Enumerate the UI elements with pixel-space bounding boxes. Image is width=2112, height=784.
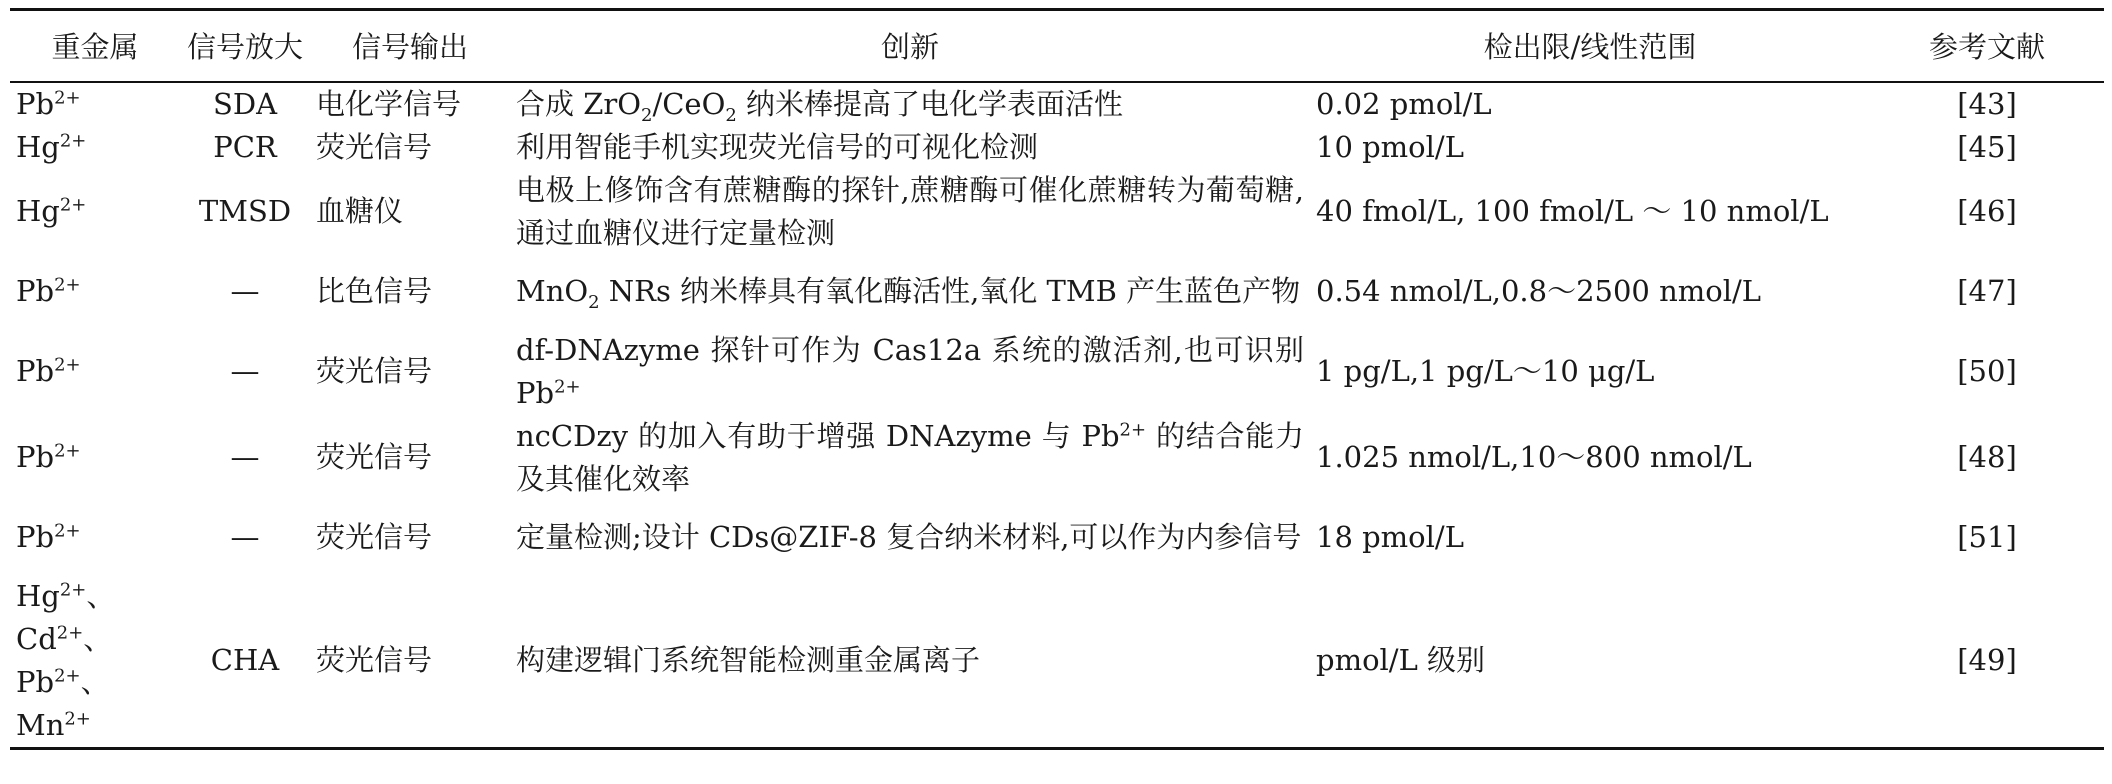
cell-metal [10,169,180,255]
text-run: Pb [16,86,55,121]
text-run: 构建逻辑门系统智能检测重金属离子 [516,643,981,677]
cell-innovation [510,126,1310,169]
text-run: 0.54 nmol/L,0.8～2500 nmol/L [1316,274,1762,308]
cell-amplification: — [230,520,260,554]
text-run: Pb [16,274,55,308]
text-run: 0.02 pmol/L [1316,86,1492,121]
text-run: 定量检测;设计 CDs@ZIF-8 复合纳米材料,可以作为内参信号 [516,520,1302,554]
text-run: 、Cd [16,578,116,656]
cell-reference: [51] [1957,520,2017,554]
cell-reference: [46] [1957,194,2017,228]
text-run: 1.025 nmol/L,10～800 nmol/L [1316,440,1752,474]
superscript: 2+ [1119,418,1147,440]
cell-reference: [45] [1957,129,2017,164]
cell-output: 荧光信号 [316,354,433,388]
text-run: MnO [516,274,589,308]
text-run: 合成 ZrO [516,86,642,121]
text-run: Pb [16,440,55,474]
data-table [10,8,2104,750]
text-run: 10 pmol/L [1316,129,1464,164]
table-row [10,329,2104,415]
superscript: 2+ [59,578,87,600]
text-run: Hg [16,129,60,164]
cell-reference: [43] [1957,86,2017,121]
text-run: 1 pg/L,1 pg/L～10 μg/L [1316,354,1655,388]
text-run: NRs 纳米棒具有氧化酶活性,氧化 TMB 产生蓝色产物 [599,274,1301,308]
header-amplification: 信号放大 [180,10,310,82]
table-row [10,169,2104,255]
cell-output: 比色信号 [316,274,433,308]
cell-limit [1310,126,1870,169]
header-output: 信号输出 [310,10,510,82]
text-run: pmol/L 级别 [1316,643,1486,677]
text-run: Hg [16,578,60,613]
text-run: 18 pmol/L [1316,520,1464,554]
text-run: Hg [16,194,60,228]
cell-limit [1310,255,1870,329]
header-limit: 检出限/线性范围 [1310,10,1870,82]
cell-amplification: — [230,274,260,308]
cell-amplification: PCR [213,129,277,164]
text-run: 、Pb [16,621,113,699]
cell-innovation [510,501,1310,575]
text-run: df-DNAzyme 探针可作为 Cas12a 系统的激活剂,也可识别 Pb [516,332,1304,410]
table-row [10,82,2104,126]
cell-output: 荧光信号 [316,520,433,554]
cell-limit [1310,415,1870,501]
text-run: 利用智能手机实现荧光信号的可视化检测 [516,129,1039,164]
superscript: 2+ [59,194,87,216]
cell-amplification: TMSD [198,194,292,228]
table-row [10,501,2104,575]
text-run: ncCDzy 的加入有助于增强 DNAzyme 与 Pb [516,418,1120,453]
cell-metal [10,126,180,169]
superscript: 2+ [59,129,87,151]
cell-metal [10,329,180,415]
superscript: 2+ [54,86,81,108]
cell-output: 荧光信号 [316,440,433,474]
cell-amplification: — [230,440,260,474]
cell-innovation [510,169,1310,255]
cell-innovation [510,575,1310,749]
cell-metal [10,415,180,501]
subscript: 2 [725,104,737,126]
cell-limit [1310,82,1870,126]
cell-limit [1310,329,1870,415]
superscript: 2+ [54,354,81,376]
subscript: 2 [641,104,653,126]
cell-innovation [510,329,1310,415]
superscript: 2+ [64,707,91,729]
superscript: 2+ [54,664,81,686]
header-reference: 参考文献 [1870,10,2104,82]
cell-innovation [510,415,1310,501]
superscript: 2+ [54,440,81,462]
superscript: 2+ [554,375,581,397]
text-run: 40 fmol/L, 100 fmol/L ～ 10 nmol/L [1316,194,1829,228]
cell-output: 电化学信号 [316,86,462,121]
cell-metal [10,501,180,575]
cell-output: 血糖仪 [316,194,404,228]
table-row [10,255,2104,329]
cell-output: 荧光信号 [316,129,433,164]
cell-innovation [510,82,1310,126]
cell-metal [10,82,180,126]
cell-limit [1310,501,1870,575]
cell-amplification: — [230,354,260,388]
cell-metal [10,255,180,329]
cell-reference: [50] [1957,354,2017,388]
text-run: Pb [16,354,55,388]
text-run: 纳米棒提高了电化学表面活性 [736,86,1124,121]
table-row [10,126,2104,169]
header-innovation: 创新 [510,10,1310,82]
cell-metal [10,575,180,749]
superscript: 2+ [54,520,81,542]
superscript: 2+ [56,621,84,643]
cell-limit [1310,169,1870,255]
text-run: /CeO [652,86,726,121]
cell-amplification: CHA [180,575,310,749]
header-metal: 重金属 [10,10,180,82]
text-run: 电极上修饰含有蔗糖酶的探针,蔗糖酶可催化蔗糖转为葡萄糖,通过血糖仪进行定量检测 [516,172,1304,250]
cell-output: 荧光信号 [310,575,510,749]
subscript: 2 [588,291,600,313]
heavy-metal-detection-table [10,8,2104,774]
header-row [10,10,2104,82]
cell-amplification: SDA [212,86,278,121]
text-run: Pb [16,520,55,554]
cell-innovation [510,255,1310,329]
text-run: 、Mn [16,664,110,742]
cell-limit [1310,575,1870,749]
table-row [10,415,2104,501]
text-run: 的结合能力及其催化效率 [516,418,1304,496]
table-row [10,575,2104,749]
cell-reference: [49] [1870,575,2104,749]
superscript: 2+ [54,274,81,296]
cell-reference: [48] [1957,440,2017,474]
cell-reference: [47] [1957,274,2017,308]
